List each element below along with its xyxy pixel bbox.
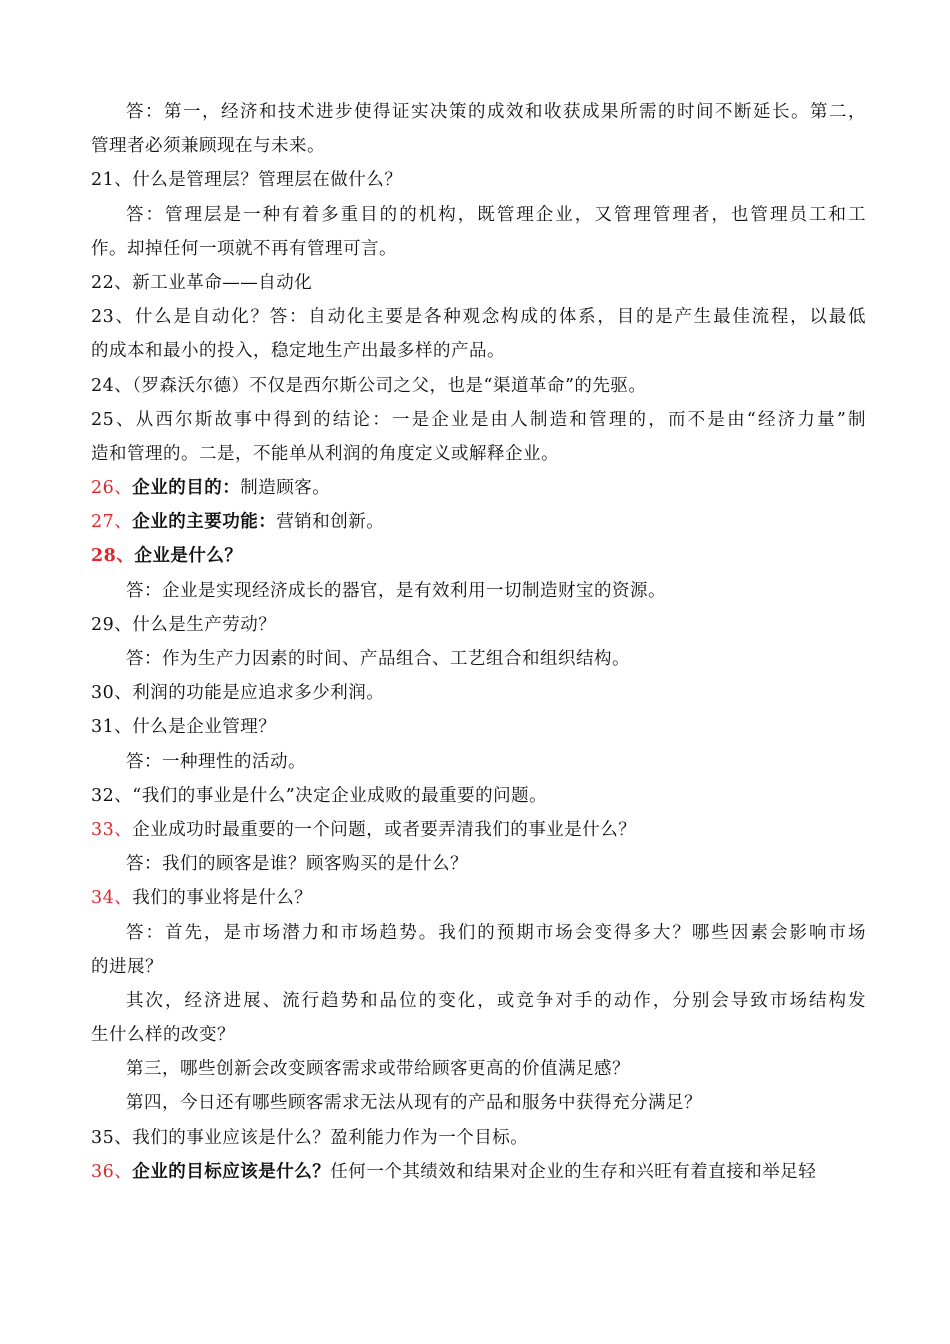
question-22: 22、新工业革命——自动化 [91, 272, 313, 293]
question-text: 营销和创新。 [276, 512, 385, 533]
answer-line: 答：我们的顾客是谁？顾客购买的是什么？ [126, 854, 468, 875]
question-27 [91, 505, 866, 539]
question-number: 33、 [91, 819, 133, 840]
question-number: 28、 [91, 546, 135, 567]
answer-line: 造和管理的。二是，不能单从利润的角度定义或解释企业。 [91, 443, 559, 464]
question-number: 27、 [91, 512, 133, 533]
question-21: 21、什么是管理层？管理层在做什么？ [91, 170, 403, 191]
answer-line: 的成本和最小的投入，稳定地生产出最多样的产品。 [91, 341, 505, 362]
answer-line: 作。却掉任何一项就不再有管理可言。 [91, 238, 397, 259]
question-34 [91, 881, 866, 915]
answer-line: 答：企业是实现经济成长的器官，是有效利用一切制造财宝的资源。 [126, 580, 666, 601]
question-text: 制造顾客。 [240, 478, 331, 499]
question-23: 23、什么是自动化？答：自动化主要是各种观念构成的体系，目的是产生最佳流程，以最低 [91, 307, 866, 328]
question-text: 我们的事业将是什么？ [132, 888, 313, 909]
question-label: 企业是什么？ [134, 546, 243, 567]
question-28 [91, 539, 866, 573]
question-text: 企业成功时最重要的一个问题，或者要弄清我们的事业是什么？ [132, 819, 637, 840]
question-31: 31、什么是企业管理？ [91, 717, 277, 738]
answer-line: 答：首先，是市场潜力和市场趋势。我们的预期市场会变得多大？哪些因素会影响市场 [126, 922, 866, 943]
answer-line: 其次，经济进展、流行趋势和品位的变化，或竞争对手的动作，分别会导致市场结构发 [126, 990, 866, 1011]
answer-line: 答：作为生产力因素的时间、产品组合、工艺组合和组织结构。 [126, 649, 630, 669]
answer-line: 答：第一，经济和技术进步使得证实决策的成效和收获成果所需的时间不断延长。第二， [126, 102, 866, 122]
answer-line: 生什么样的改变？ [91, 1025, 235, 1046]
answer-line: 第三，哪些创新会改变顾客需求或带给顾客更高的价值满足感？ [126, 1059, 630, 1080]
question-32: 32、“我们的事业是什么”决定企业成败的最重要的问题。 [91, 785, 548, 806]
question-label: 企业的主要功能： [132, 512, 277, 533]
question-number: 26、 [91, 478, 133, 499]
answer-line: 管理者必须兼顾现在与未来。 [91, 136, 325, 157]
question-30: 30、利润的功能是应追求多少利润。 [91, 683, 385, 704]
question-text: 任何一个其绩效和结果对企业的生存和兴旺有着直接和举足轻 [330, 1161, 817, 1182]
question-label: 企业的目标应该是什么？ [132, 1161, 331, 1182]
question-35: 35、我们的事业应该是什么？盈利能力作为一个目标。 [91, 1127, 529, 1148]
question-29: 29、什么是生产劳动？ [91, 614, 277, 635]
document-body [91, 95, 866, 1189]
question-25: 25、从西尔斯故事中得到的结论：一是企业是由人制造和管理的，而不是由“经济力量”制 [91, 409, 866, 430]
question-24: 24、（罗森沃尔德）不仅是西尔斯公司之父，也是“渠道革命”的先驱。 [91, 375, 647, 396]
question-number: 36、 [91, 1161, 133, 1182]
answer-line: 第四，今日还有哪些顾客需求无法从现有的产品和服务中获得充分满足？ [126, 1093, 702, 1114]
question-36 [91, 1155, 866, 1189]
answer-line: 的进展？ [91, 956, 163, 977]
question-33 [91, 813, 866, 847]
question-number: 34、 [91, 888, 133, 909]
answer-line: 答：管理层是一种有着多重目的的机构，既管理企业，又管理管理者，也管理员工和工 [126, 204, 866, 225]
question-26 [91, 471, 866, 505]
answer-line: 答：一种理性的活动。 [126, 751, 306, 772]
question-label: 企业的目的： [132, 478, 241, 499]
